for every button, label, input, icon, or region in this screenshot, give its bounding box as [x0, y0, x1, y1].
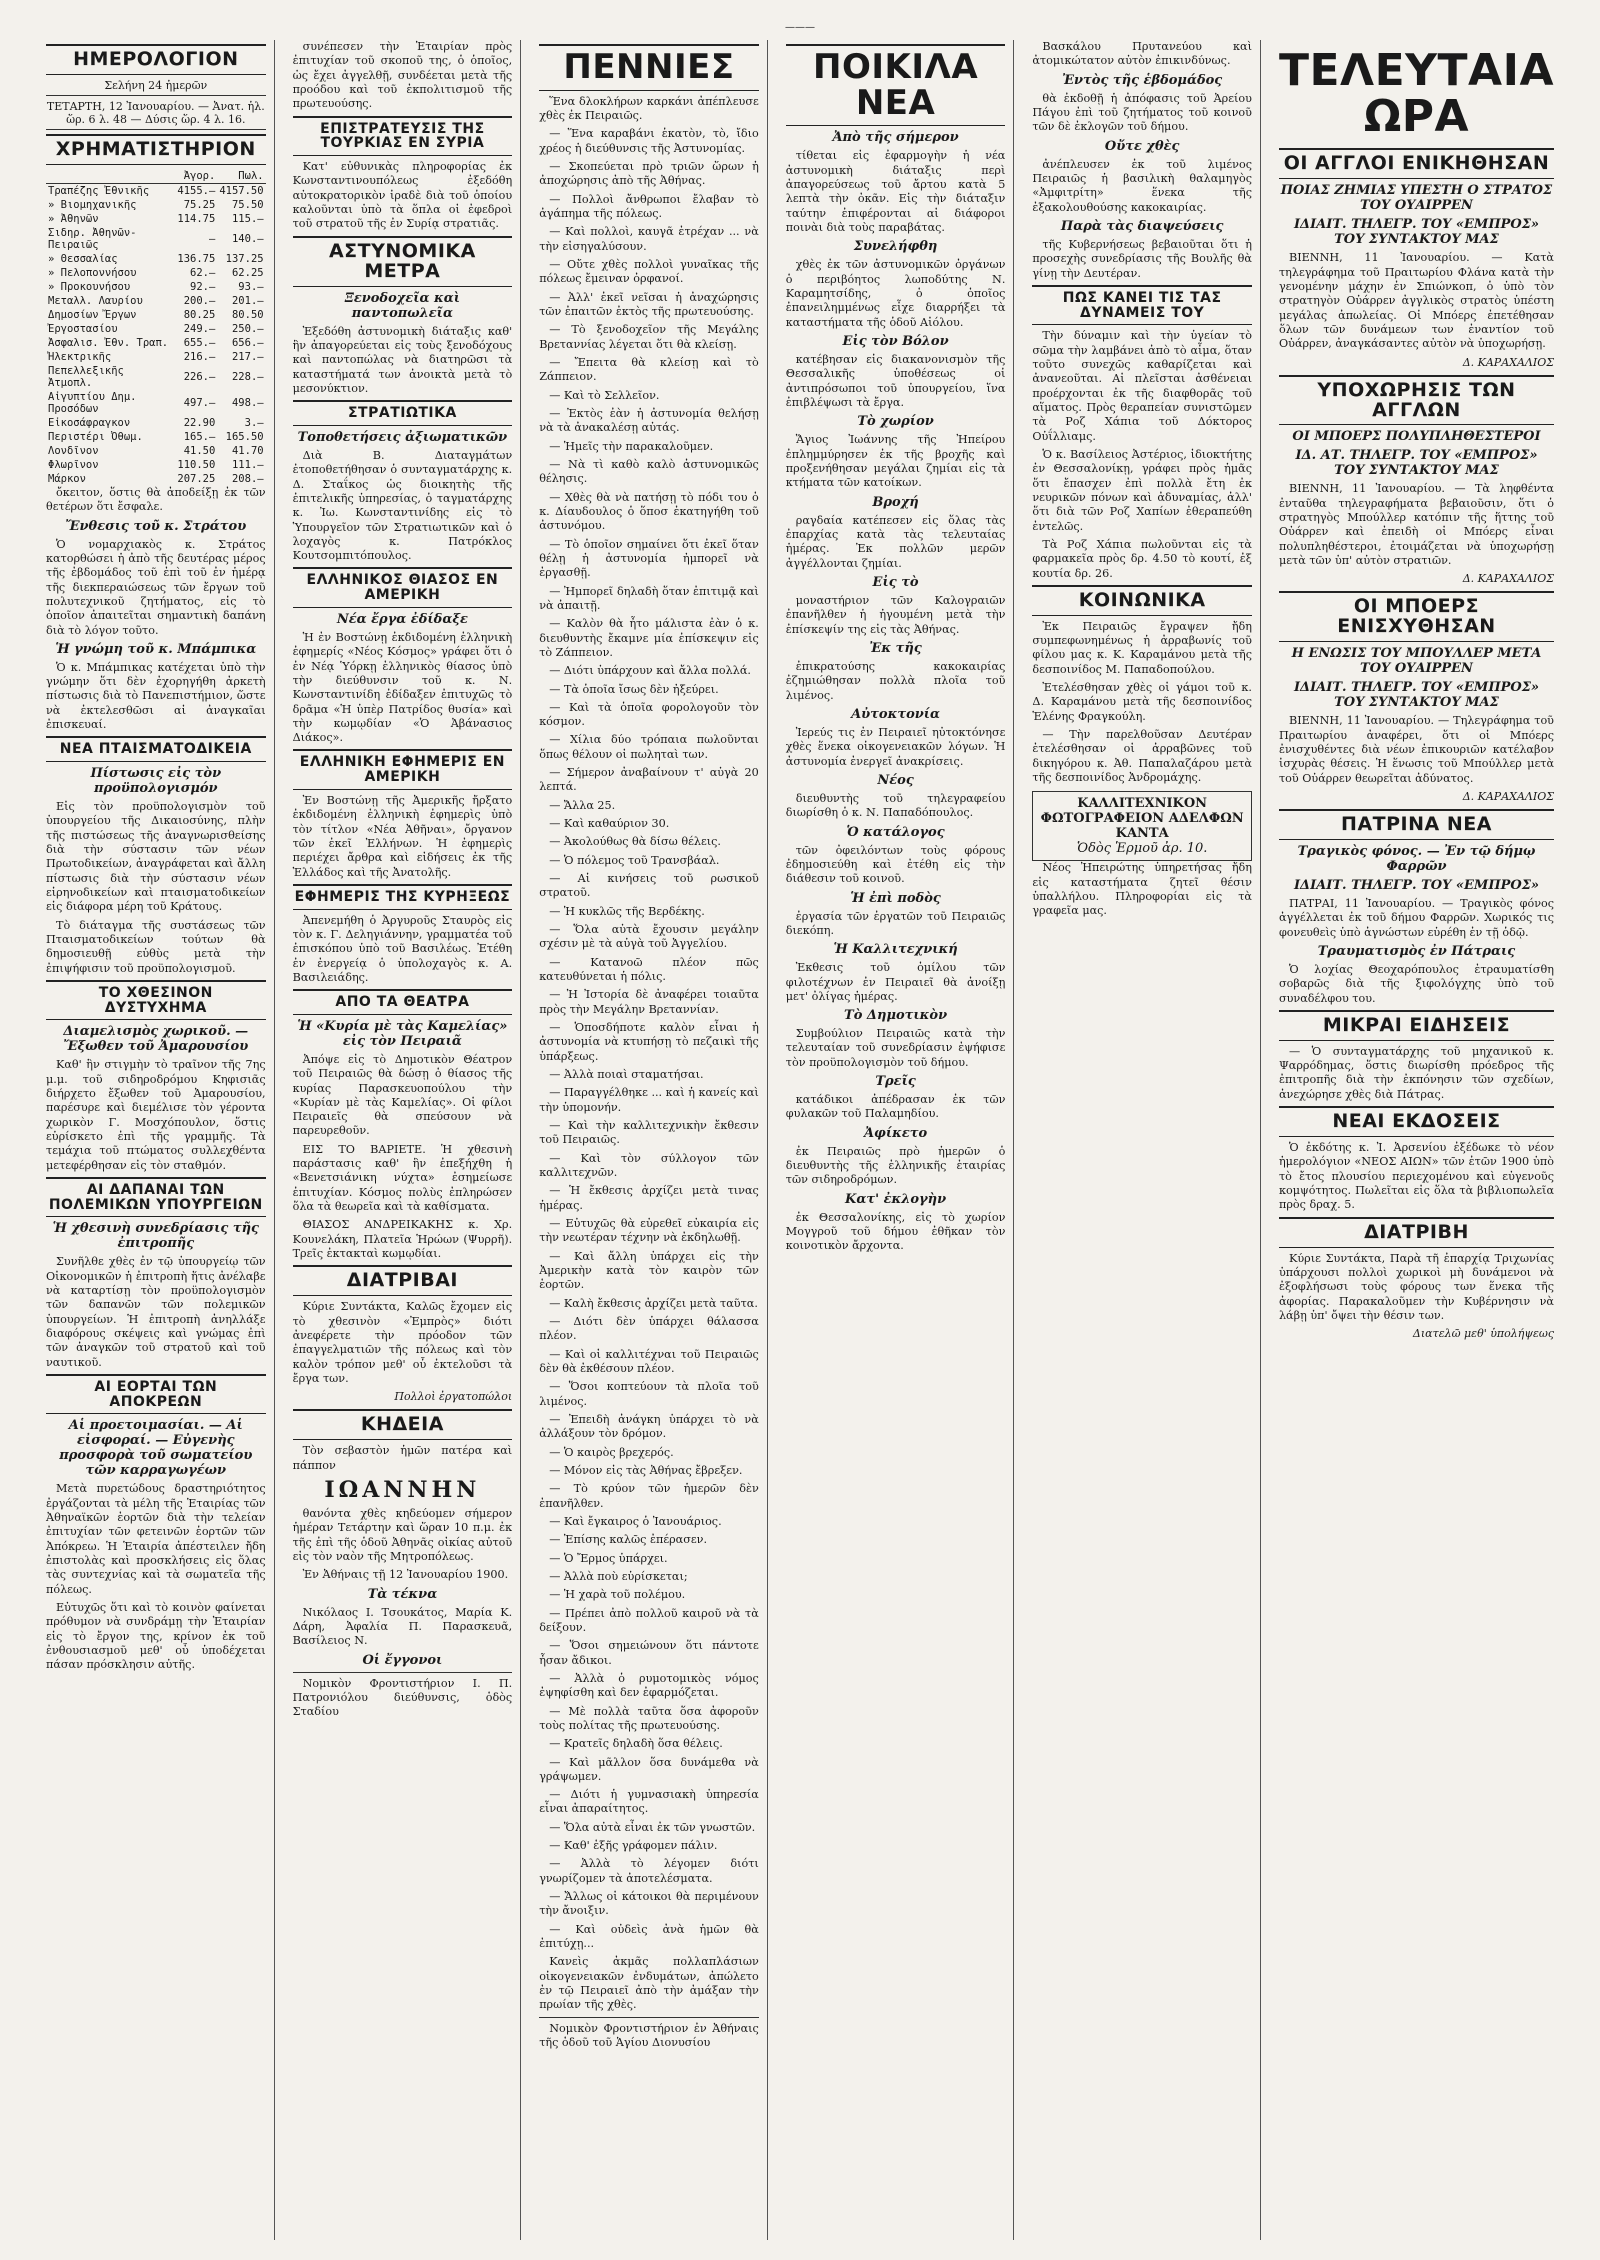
exchange-cell: Τραπέζης Ἐθνικῆς [48, 184, 150, 197]
paragraph: Ἀπενεμήθη ὁ Ἀργυροῦς Σταυρὸς εἰς τὸν κ. Γ. Δεληγιάννην, γραμματέα τοῦ ἐπισκόπου ὑπὸ τοῦ Βασιλέως. Ἐτέθη ἐν ἐνεργείᾳ ὁ ὑπολοχαγὸς κ. Α. Βασιλειάδης. [292, 913, 513, 984]
section-heading: ΑΙ ΕΟΡΤΑΙ ΤΩΝ ΑΠΟΚΡΕΩΝ [46, 1374, 266, 1414]
paragraph: ὄκειτον, ὅστις θὰ ἀποδείξῃ ἐκ τῶν θετέρων ὅτι ἔσφαλε. [46, 485, 266, 514]
subheading: Ἡ γνώμη τοῦ κ. Μπάμπικα [55, 641, 257, 657]
exchange-cell: Δημοσίων Ἔργων [48, 308, 137, 321]
subheading: Τρεῖς [875, 1074, 916, 1090]
paragraph: διευθυντὴς τοῦ τηλεγραφείου διωρίσθη ὁ κ. Ν. Παπαδόπουλος. [785, 791, 1006, 820]
paragraph: ἐκ Θεσσαλονίκης, εἰς τὸ χωρίον Μογγροῦ τοῦ δήμου ἐθῆκαν τὸν κοινοτικὸν ἄρχοντα. [785, 1210, 1006, 1253]
pennies-item: — Ὁ καιρὸς βρεχερός. [549, 1445, 674, 1459]
last-hour-heading: ΤΕΛΕΥΤΑΙΑ ΩΡΑ [1278, 45, 1554, 143]
exchange-row [46, 350, 266, 364]
section-heading: ΠΑΤΡΙΝΑ ΝΕΑ [1279, 809, 1554, 840]
exchange-cell: 111.— [231, 458, 264, 471]
exchange-cell: Μάρκον [48, 472, 86, 485]
paragraph: τῶν ὀφειλόντων τοὺς φόρους ἐδημοσιεύθη καὶ ἐτέθη εἰς τὴν διάθεσιν τοῦ κοινοῦ. [785, 843, 1006, 886]
exchange-header [46, 169, 175, 184]
pennies-item: — Ὁ Ἔρμος ὑπάρχει. [549, 1551, 668, 1565]
exchange-cell: 137.25 [225, 252, 264, 265]
section-heading: ΥΠΟΧΩΡΗΣΙΣ ΤΩΝ ΑΓΓΛΩΝ [1279, 375, 1554, 426]
exchange-cell: » Βιομηχανικῆς [48, 198, 137, 211]
pennies-item: — Τὰ ὁποῖα ἴσως δὲν ἠξεύρει. [549, 682, 719, 696]
pennies-item: — Διότι ὑπάρχουν καὶ ἄλλα πολλά. [549, 664, 751, 678]
signature: Διατελῶ μεθ' ὑπολήψεως [1412, 1327, 1554, 1341]
paragraph: Τὸν σεβαστὸν ἡμῶν πατέρα καὶ πάππον [292, 1444, 513, 1472]
pennies-item: — Τὸ κρύον τῶν ἡμερῶν δὲν ἐπανῆλθεν. [539, 1482, 759, 1510]
exchange-cell: 208.— [231, 472, 264, 485]
exchange-cell: 228.— [231, 370, 264, 383]
footer-advert: Νομικὸν Φροντιστήριον ἐν Ἀθήναις τῆς ὁδοῦ τοῦ Ἁγίου Διονυσίου [539, 2021, 759, 2050]
exchange-heading: ΧΡΗΜΑΤΙΣΤΗΡΙΟΝ [46, 134, 266, 165]
pennies-list [539, 95, 759, 1952]
exchange-cell: 75.50 [231, 198, 264, 211]
top-rule: ——— [785, 22, 815, 33]
pennies-item: — Ἀλλὰ τὸ λέγομεν διότι γνωρίζομεν τὰ ἀποτελέσματα. [539, 1857, 759, 1885]
section-heading: ΔΙΑΤΡΙΒΑΙ [293, 1265, 513, 1296]
section-heading: ΠΩΣ ΚΑΝΕΙ ΤΙΣ ΤΑΣ ΔΥΝΑΜΕΙΣ ΤΟΥ [1032, 285, 1252, 325]
pennies-item: — Καὶ τὸ Σελλεῖον. [549, 388, 660, 402]
paragraph: Κανεὶς ἀκμᾶς πολλαπλάσιων οἰκογενειακῶν ἐνδυμάτων, ἀπώλετο ἐν τῷ Πειραιεῖ ἀπὸ τὴν ἀμάξαν τὴν πρωίαν τῆς χθὲς. [539, 1955, 759, 2012]
column-2 [285, 40, 522, 2240]
pennies-item: — Εὐτυχῶς θὰ εὑρεθεῖ εὐκαιρία εἰς τὴν νεωτέραν τέχνην νὰ ἐκδηλωθῇ. [539, 1217, 759, 1245]
pennies-item: — Αἱ κινήσεις τοῦ ρωσικοῦ στρατοῦ. [539, 872, 759, 900]
section-heading: ΕΠΙΣΤΡΑΤΕΥΣΙΣ ΤΗΣ ΤΟΥΡΚΙΑΣ ΕΝ ΣΥΡΙΑ [293, 116, 513, 156]
paragraph: Κύριε Συντάκτα, Παρὰ τῆ ἐπαρχίᾳ Τριχωνίας ὑπάρχουσι πολλοὶ χωρικοὶ μὴ δυνάμενοι νὰ ἐξοφλήσωσι τοὺς φόρους των ἕνεκα τῆς ἀφορίας. Παρακαλοῦμεν τὴν Κυβέρνησιν νὰ λάβῃ ὑπ' ὄψει τὴν θέσιν των. [1278, 1251, 1554, 1322]
signature: Πολλοὶ ἐργατοπώλοι [394, 1390, 513, 1404]
exchange-row [46, 280, 266, 294]
paragraph: ἐργασία τῶν ἐργατῶν τοῦ Πειραιῶς διεκόπη. [785, 909, 1006, 937]
pennies-item: — Μὲ πολλὰ ταῦτα ὅσα ἀφοροῦν τοὺς πολίτας τῆς πρωτευούσης. [539, 1704, 759, 1732]
paragraph: ΒΙΕΝΝΗ, 11 Ἰανουαρίου. — Τηλεγράφημα τοῦ Πραιτωρίου ἀναφέρει, ὅτι οἱ Μπόερς ἐνισχυθέντες διὰ νέων ἐπικουριῶν κατέλαβον ἰσχυρὰς θέσεις. Ἡ ἕνωσις τοῦ Μπούλλερ μετὰ τοῦ Οὐάρρεν θεωρεῖται ἀδύνατος. [1278, 714, 1554, 785]
column-5 [1024, 40, 1261, 2240]
paragraph: ΠΑΤΡΑΙ, 11 Ἰανουαρίου. — Τραγικὸς φόνος ἀγγέλλεται ἐκ τοῦ δήμου Φαρρῶν. Χωρικός τις φονευθεὶς ὑπὸ ἀγνώστων εὑρέθη ἐν τῇ ὁδῷ. [1278, 896, 1554, 939]
paragraph: Ἐκ Πειραιῶς ἔγραψεν ἤδη συμπεφωνημένως ἡ ἀρραβωνίς τοῦ φίλου μας κ. Κ. Καραμάνου μετὰ τῆς δεσποινίδος Μ. Παπαδοπούλου. [1032, 619, 1252, 676]
exchange-cell: » Θεσσαλίας [48, 252, 118, 265]
pennies-item: — Ὅλα αὐτὰ εἶναι ἐκ τῶν γνωστῶν. [549, 1820, 756, 1834]
poikila-heading: ΠΟΙΚΙΛΑ ΝΕΑ [786, 44, 1006, 126]
exchange-row [46, 336, 266, 350]
signature: Δ. ΚΑΡΑΧΑΛΙΟΣ [1462, 572, 1554, 586]
paragraph: ἐπικρατούσης κακοκαιρίας ἐζημιώθησαν πολλὰ πλοῖα τοῦ λιμένος. [785, 659, 1006, 702]
paragraph: Μετὰ πυρετώδους δραστηριότητος ἐργάζονται τὰ μέλη τῆς Ἑταιρίας τῶν Ἀθηναϊκῶν ἑορτῶν διὰ τὴν τελείαν ἐπιτυχίαν τῶν φετεινῶν ἑορτῶν τῶν Ἀπόκρεω. Ἡ Ἑταιρία ἀπέστειλεν ἤδη ἐπιστολὰς καὶ προσκλήσεις εἰς ὅλας τὰς συντεχνίας καὶ τὰ σωματεῖα τῆς πόλεως. [46, 1482, 266, 1596]
pennies-item: — Ὅσοι κοπτεύουν τὰ πλοῖα τοῦ λιμένος. [539, 1380, 759, 1408]
subheading: Κατ' ἐκλογὴν [845, 1191, 947, 1207]
section-heading: ΜΙΚΡΑΙ ΕΙΔΗΣΕΙΣ [1279, 1010, 1554, 1041]
exchange-cell: Περιστέρι Ὀθωμ. [48, 430, 143, 443]
pennies-item: — Ἐκτὸς ἐὰν ἡ ἀστυνομία θελήσῃ νὰ τὰ ἀνακαλέσῃ αὐτάς. [539, 406, 759, 435]
exchange-cell: 497.— [183, 396, 216, 409]
pennies-item: — Πολλοὶ ἄνθρωποι ἔλαβαν τὸ ἀγάπημα τῆς πόλεως. [539, 192, 759, 220]
exchange-row [46, 183, 266, 198]
pennies-item: — Ὁποσδήποτε καλὸν εἶναι ἡ ἀστυνομία νὰ κτυπήσῃ τὸ πεζαικὶ τῆς ὑπάρξεως. [539, 1021, 759, 1063]
pennies-item: — Ὅλα αὐτὰ ἔχουσιν μεγάλην σχέσιν μὲ τὰ αὐγὰ τοῦ Ἀγγελίου. [539, 923, 759, 951]
pennies-item: — Ἀλλὰ ποιαὶ σταματήσαι. [549, 1068, 704, 1082]
paragraph: Διὰ Β. Διαταγμάτων ἐτοποθετήθησαν ὁ συνταγματάρχης κ. Δ. Σταΐκος ὡς διοικητὴς τῆς ἐπιτελικῆς ὑπηρεσίας, ὁ ταγματάρχης κ. Ἰω. Κωνσταντινίδης εἰς τὸ Ὑπουργεῖον τῶν Στρατιωτικῶν καὶ ὁ λοχαγὸς κ. Πατρόκλος Κουτσομπιτόπουλος. [292, 448, 513, 563]
exchange-cell: 216.— [183, 350, 216, 363]
exchange-cell: Εἰκοσάφραγκον [48, 416, 131, 429]
exchange-header: Πωλ. [217, 169, 265, 184]
paragraph: Ἐτελέσθησαν χθὲς οἱ γάμοι τοῦ κ. Δ. Καραμάνου μετὰ τῆς δεσποινίδος Ἑλένης Φραγκούλη. [1032, 681, 1252, 723]
pennies-item: — Ἡ Ἰστορία δὲ ἀναφέρει τοιαῦτα πρὸς τὴν Μεγάλην Βρεταννίαν. [539, 988, 759, 1016]
exchange-row [46, 416, 266, 430]
exchange-row [46, 444, 266, 458]
pennies-item: — Οὔτε χθὲς πολλοὶ γυναῖκας τῆς πόλεως ἔμειναν ὀρφανοί. [539, 257, 759, 286]
subheading: Διαμελισμὸς χωρικοῦ. — Ἔξωθεν τοῦ Ἀμαρουσίου [63, 1024, 249, 1055]
paragraph: Νέος Ἠπειρώτης ὑπηρετήσας ἤδη εἰς καταστήματα ζητεῖ θέσιν ὑπαλλήλου. Πληροφορίαι εἰς τὰ γραφεῖα μας. [1032, 861, 1252, 918]
exchange-cell: 140.— [231, 232, 264, 245]
pennies-item: — Ἔπειτα θὰ κλείσῃ καὶ τὸ Ζάππειον. [539, 355, 759, 384]
exchange-cell: 165.50 [225, 430, 264, 443]
advert-title: ΚΑΛΛΙΤΕΧΝΙΚΟΝ ΦΩΤΟΓΡΑΦΕΙΟΝ ΑΔΕΛΦΩΝ ΚΑΝΤΑ [1040, 796, 1244, 842]
subheading: Πίστωσις εἰς τὸν προϋπολογισμόν [90, 766, 222, 797]
section-heading: ΝΕΑΙ ΕΚΔΟΣΕΙΣ [1279, 1106, 1554, 1137]
exchange-cell: 62.— [190, 266, 216, 279]
exchange-row [46, 266, 266, 280]
paragraph: Ἡ ἐν Βοστώνῃ ἐκδιδομένη ἑλληνικὴ ἐφημερίς «Νέος Κόσμος» γράφει ὅτι ὁ ἐν Νέᾳ Ὑόρκῃ ἑλληνικὸς θίασος ὑπὸ τὴν διεύθυνσιν τοῦ κ. Ν. Κωνσταντινίδη ἐδίδαξεν ἐπιτυχῶς τὸ δρᾶμα «Ἡ ὑπὲρ Πατρίδος θυσία» καὶ τὴν κωμῳδίαν «Ὁ Ἀβάνασιος Διάκος». [292, 630, 513, 745]
pennies-item: — Καὶ οὐδεὶς ἀνὰ ἡμῶν θὰ ἐπιτύχῃ... [539, 1922, 759, 1951]
column-1 [38, 40, 275, 2240]
pennies-item: — Ἀλλ' ἐκεῖ νεῖσαι ἡ ἀναχώρησις τῶν ἐπαιτῶν ἐκτὸς τῆς πρωτευούσης. [539, 290, 759, 318]
pennies-item: — Καὶ πολλοὶ, καυγᾶ ἐτρέχαν ... νὰ τὴν εἰσηγαλύσουν. [539, 225, 759, 253]
paragraph: Νικόλαος Ι. Τσουκάτος, Μαρία Κ. Δάρη, Ἀφαλία Π. Παρασκευᾶ, Βασίλειος Ν. [292, 1605, 513, 1648]
paragraph: μοναστήριον τῶν Καλογραιῶν ἐπανῆλθεν ἡ ἠγουμένη μετὰ τὴν ἐπίσκεψίν της εἰς τὰς Ἀθήνας. [785, 593, 1006, 636]
pennies-item: — Ἀλλὰ ὁ ρυμοτομικὸς νόμος ἐψηφίσθη καὶ δεν ἐφαρμόζεται. [539, 1671, 759, 1700]
exchange-cell: 93.— [238, 280, 264, 293]
paragraph: Ἐξεδόθη ἀστυνομικὴ διάταξις καθ' ἣν ἀπαγορεύεται εἰς τοὺς ξενοδόχους καὶ παντοπώλας νὰ διατηρῶσι τὰ καταστήματά των ἀνοικτὰ μετὰ τὸ μεσονύκτιον. [292, 324, 513, 395]
almanac-moon: Σελήνη 24 ἡμερῶν [46, 79, 266, 96]
subheading: Οὔτε χθὲς [1104, 138, 1180, 154]
exchange-cell: 201.— [231, 294, 264, 307]
section-heading: ΑΣΤΥΝΟΜΙΚΑ ΜΕΤΡΑ [293, 236, 513, 287]
exchange-cell: 249.— [183, 322, 216, 335]
section-heading: ΚΟΙΝΩΝΙΚΑ [1032, 585, 1252, 616]
column-6 [1271, 40, 1562, 2240]
subheading: Νέος [877, 772, 914, 788]
exchange-cell: 3.— [244, 416, 264, 429]
subheading: Ἔνθεσις τοῦ κ. Στράτου [65, 518, 247, 534]
paragraph: Βασκάλου Πρυτανεύου καὶ ἀτομικώτατον αὐτὸν ἐπικινδύνως. [1032, 40, 1252, 68]
exchange-cell: Λονδῖνον [48, 444, 99, 457]
pennies-item: — Καὶ καθαύριον 30. [549, 817, 670, 831]
pennies-item: Ἕνα δλοκλήρων καρκάνι ἀπέπλευσε χθὲς ἐκ Πειραιῶς. [539, 94, 759, 123]
subheading: Ἀπὸ τῆς σήμερον [832, 130, 959, 146]
pennies-item: — Καὶ τὸν σύλλογον τῶν καλλιτεχνῶν. [539, 1151, 759, 1180]
pennies-item: — Χθὲς θὰ νὰ πατήσῃ τὸ πόδι του ὁ κ. Δίαυδουλος ὁ ὅποσ ἐκατηγήθη τοῦ ἀστυνόμου. [539, 490, 759, 533]
exchange-cell: 498.— [231, 396, 264, 409]
pennies-item: — Παραγγέλθηκε ... καὶ ἡ κανείς καὶ τὴν ὑπομονήν. [539, 1086, 759, 1114]
paragraph: τίθεται εἰς ἐφαρμογὴν ἡ νέα ἀστυνομικὴ διάταξις περὶ ἀπαγορεύσεως τοῦ ἄρτου κατὰ 5 λεπτὰ τὴν ὀκᾶν. Εἰς τὴν διάταξιν ταύτην ἐπιφέρονται αἱ διάφοροι ποινὰι διὰ τοὺς παραβάτας. [785, 149, 1006, 235]
exchange-cell: 114.75 [177, 212, 216, 225]
paragraph: Ἐν Ἀθήναις τῇ 12 Ἰανουαρίου 1900. [302, 1568, 509, 1582]
photographer-advert [1032, 791, 1252, 861]
section-heading: ΑΠΟ ΤΑ ΘΕΑΤΡΑ [293, 989, 513, 1015]
section-heading: ΝΕΑ ΠΤΑΙΣΜΑΤΟΔΙΚΕΙΑ [46, 736, 266, 762]
paragraph: — Ὁ συνταγματάρχης τοῦ μηχανικοῦ κ. Ψαρρόδημας, ὅστις διωρίσθη πρόεδρος τῆς ἐπιτροπῆς διὰ τὴν ἐκπόνησιν τῶν σχεδίων, ἀνεχώρησε χθὲς διὰ Πάτρας. [1278, 1044, 1554, 1101]
pennies-item: — Ὁ πόλεμος τοῦ Τρανσβάαλ. [549, 853, 720, 867]
pennies-item: — Καλὴ ἔκθεσις ἀρχίζει μετὰ ταῦτα. [549, 1296, 758, 1310]
exchange-cell: 655.— [183, 336, 216, 349]
paragraph: Εἰς τὸν προϋπολογισμὸν τοῦ ὑπουργείου τῆς Δικαιοσύνης, πλὴν τῆς πιστώσεως τῆς ἀναγνωρισθείσης διὰ τὴν σύστασιν τῶν νέων Πρωτοδικείων, ἀναγράφεται καὶ ἄλλη πίστωσις διὰ τὴν σύστασιν νέων εἰρηνοδικείων καὶ πταισματοδικείων εἰς διάφορα μέρη τοῦ Κράτους. [46, 800, 266, 914]
exchange-cell: 4155.— [177, 184, 216, 197]
paragraph: τῆς Κυβερνήσεως βεβαιοῦται ὅτι ἡ προσεχὴς συνεδρίασις τῆς Βουλῆς θὰ γίνῃ τὴν Δευτέραν. [1032, 237, 1252, 280]
pennies-item: — Καὶ μᾶλλον ὅσα δυνάμεθα νὰ γράψωμεν. [539, 1755, 759, 1783]
paragraph: ΒΙΕΝΝΗ, 11 Ἰανουαρίου. — Κατὰ τηλεγράφημα τοῦ Πραιτωρίου Φλάνα κατὰ τὴν γενομένην μάχην ἐν Σπιώνκοπ, ὁ ὑπὸ τὸν στρατηγὸν Οὐάρρεν ἀγγλικὸς στρατὸς ὑπέστη μεγάλας ἀπωλείας. Οἱ Μπόερς ἐπετέθησαν ὅλων τῶν δυνάμεων των ἐναντίον τοῦ Οὐάρρεν, ἀναγκάσαντες αὐτὸν νὰ ὑποχωρήσῃ. [1278, 251, 1554, 351]
paragraph: Ἅγιος Ἰωάννης τῆς Ἠπείρου ἐπλημμύρησεν ἐκ τῆς βροχῆς καὶ προξενήθησαν μεγάλαι ζημίαι εἰς τὰ κτήματα τῶν κατοίκων. [785, 433, 1006, 490]
exchange-cell: » Πελοποννήσου [48, 266, 137, 279]
column-3 [531, 40, 768, 2240]
subheading: Τὸ χωρίον [857, 414, 934, 430]
section-heading: ΕΦΗΜΕΡΙΣ ΤΗΣ ΚΥΡΗΞΕΩΣ [293, 884, 513, 910]
almanac-date: ΤΕΤΑΡΤΗ, 12 Ἰανουαρίου. — Ἀνατ. ἡλ. ὥρ. 6 λ. 48 — Δύσις ὥρ. 4 λ. 16. [46, 100, 266, 130]
signature: Δ. ΚΑΡΑΧΑΛΙΟΣ [1462, 789, 1554, 803]
paragraph: Ὁ κ. Μπάμπικας κατέχεται ὑπὸ τὴν γνώμην ὅτι δὲν ἐχορηγήθη ἀρκετὴ πίστωσις διὰ τὸ Πανεπιστήμιον, ὥστε νὰ ἐκτελεσθῶσι αἱ ἀναγκαῖαι ἐπισκευαί. [46, 660, 266, 732]
footer-advert: Νομικὸν Φροντιστήριον Ι. Π. Πατρονιόλου διεύθυνσις, ὁδὸς Σταδίου [292, 1676, 513, 1719]
paragraph: — Τὴν παρελθοῦσαν Δευτέραν ἐτελέσθησαν οἱ ἀρραβῶνες τοῦ δικηγόρου κ. Ἀθ. Παπαλαζάρου μετὰ τῆς δεσποινίδος Ἀνδρομάχης. [1032, 728, 1252, 785]
divider [539, 2017, 759, 2018]
exchange-row [46, 472, 266, 486]
pennies-item: — Ἄλλα 25. [549, 798, 616, 812]
paragraph: ἀνέπλευσεν ἐκ τοῦ λιμένος Πειραιῶς ἡ βασιλικὴ θαλαμηγὸς «Ἀμφιτρίτη» ἕνεκα τῆς ἐξακολουθούσης κακοκαιρίας. [1032, 157, 1252, 214]
pennies-item: — Ἡ χαρὰ τοῦ πολέμου. [549, 1588, 686, 1602]
section-heading: ΔΙΑΤΡΙΒΗ [1279, 1217, 1554, 1248]
subheading: Ἐκ τῆς [869, 640, 922, 656]
subheading: Ὁ κατάλογος [846, 824, 945, 840]
subheading: ΙΔΙΑΙΤ. ΤΗΛΕΓΡ. ΤΟΥ «ΕΜΠΡΟΣ» ΤΟΥ ΣΥΝΤΑΚΤΟΥ ΜΑΣ [1293, 217, 1540, 248]
exchange-row [46, 322, 266, 336]
exchange-cell: 250.— [231, 322, 264, 335]
exchange-row [46, 390, 266, 416]
pennies-item: — Ἡ ἔκθεσις ἀρχίζει μετὰ τινας ἡμέρας. [539, 1184, 759, 1212]
paragraph: συνέπεσεν τὴν Ἑταιρίαν πρὸς ἐπιτυχίαν τοῦ σκοποῦ της, ὁ ὁποῖος, ὡς ἔχει ἀγγελθῇ, συνδέεται μετὰ τῆς προόδου καὶ τοῦ ἐκπολιτισμοῦ τῆς πρωτευούσης. [292, 40, 513, 111]
pennies-item: — Ἐπίσης καλῶς ἐπέρασεν. [549, 1533, 708, 1547]
paragraph: κατάδικοι ἀπέδρασαν ἐκ τῶν φυλακῶν τοῦ Παλαμηδίου. [785, 1093, 1006, 1121]
exchange-cell: Ἀσφαλισ. Ἐθν. Τραπ. [48, 336, 169, 349]
exchange-cell: 115.— [231, 212, 264, 225]
exchange-row [46, 212, 266, 226]
pennies-item: — Καὶ ἄλλη ὑπάρχει εἰς τὴν Ἀμερικὴν κατὰ τὸν καιρὸν τῶν ἑορτῶν. [539, 1249, 759, 1292]
exchange-cell: 656.— [231, 336, 264, 349]
subheading: Ἡ ἐπὶ ποδὸς [850, 890, 941, 906]
subheading: ΙΔΙΑΙΤ. ΤΗΛΕΓΡ. ΤΟΥ «ΕΜΠΡΟΣ» [1293, 877, 1540, 893]
subheading: Εἰς τὸν Βόλον [842, 333, 949, 349]
pennies-item: — Καλὸν θὰ ἦτο μάλιστα ἐὰν ὁ κ. διευθυντὴς ἔκαμνε μία ἐπίσκεψιν εἰς τὸ Ζάππειον. [539, 617, 759, 659]
pennies-item: — Νὰ τὶ καθὸ καλὸ ἀστυνομικῶς θέλησις. [539, 457, 759, 486]
paragraph: ΘΙΑΣΟΣ ΑΝΔΡΕΙΚΑΚΗΣ κ. Χρ. Κουνελάκη, Πλατεῖα Ἡρώων (Ψυρρῆ). Τρεῖς ἐκτακταὶ κωμῳδίαι. [292, 1218, 513, 1261]
exchange-cell: 165.— [183, 430, 216, 443]
exchange-cell: » Ἀθηνῶν [48, 212, 99, 225]
exchange-cell: 41.70 [231, 444, 264, 457]
pennies-item: — Ἐπειδὴ ἀνάγκη ὑπάρχει τὸ νὰ ἀλλάξουν τὸν δρόμον. [539, 1412, 759, 1441]
exchange-row [46, 364, 266, 390]
subheading: Τραγικὸς φόνος. — Ἐν τῷ δήμῳ Φαρρῶν [1297, 843, 1536, 874]
subheading: Οἱ ἔγγονοι [362, 1652, 443, 1668]
subheading: ΠΟΙΑΣ ΖΗΜΙΑΣ ΥΠΕΣΤΗ Ο ΣΤΡΑΤΟΣ ΤΟΥ ΟΥΑΙΡΡΕΝ [1280, 183, 1553, 214]
pennies-item: — Πρέπει ἀπὸ πολλοῦ καιροῦ νὰ τὰ δείξουν. [539, 1606, 759, 1634]
pennies-item: — Ὅσοι σημειώνουν ὅτι πάντοτε ἦσαν ἄδικοι. [539, 1639, 759, 1667]
section-heading: ΚΗΔΕΙΑ [293, 1409, 513, 1440]
paragraph: Κύριε Συντάκτα, Καλῶς ἔχομεν εἰς τὸ χθεσινὸν «Ἐμπρὸς» διότι ἀνεφέρετε τὴν πρόοδον τῶν ἐπαγγελματιῶν τῆς πόλεως καὶ τὸν καλὸν τρόπον μεθ' οὗ ἐκτελοῦσι τὰ ἔργα των. [292, 1300, 513, 1386]
exchange-cell: 41.50 [183, 444, 216, 457]
subheading: Εἰς τὸ [872, 574, 919, 590]
pennies-item: — Καὶ ἔγκαιρος ὁ Ἰανουάριος. [549, 1514, 722, 1528]
subheading: ΙΔ. ΑΤ. ΤΗΛΕΓΡ. ΤΟΥ «ΕΜΠΡΟΣ» ΤΟΥ ΣΥΝΤΑΚΤΟΥ ΜΑΣ [1295, 448, 1538, 479]
section-heading: ΟΙ ΜΠΟΕΡΣ ΕΝΙΣΧΥΘΗΣΑΝ [1279, 591, 1554, 642]
pennies-item: — Ἀλλὰ ποὺ εὑρίσκεται; [549, 1569, 688, 1583]
pennies-item: — Κρατεῖς δηλαδὴ ὅσα θέλεις. [549, 1737, 723, 1751]
paragraph: Συμβούλιον Πειραιῶς κατὰ τὴν τελευταίαν τοῦ συνεδρίασιν ἐψήφισε τὸν προϋπολογισμὸν τοῦ δήμου. [785, 1027, 1006, 1069]
paragraph: Τὴν δύναμιν καὶ τὴν ὑγείαν τὸ σῶμα τὴν λαμβάνει ἀπὸ τὸ αἷμα, ὅταν τοῦτο συνεχῶς καθαρίζεται καὶ ἀνανεοῦται. Αἱ πλεῖσται ἀσθένειαι προέρχονται ἐκ τῆς διαφθορᾶς τοῦ αἵματος. Πρὸς θεραπείαν συνιστῶμεν τὰ Ροζ Χάπια τοῦ Δόκτορος Οὐΐλλιαμς. [1032, 329, 1252, 443]
exchange-cell: 4157.50 [219, 184, 264, 197]
section-heading: ΕΛΛΗΝΙΚΗ ΕΦΗΜΕΡΙΣ ΕΝ ΑΜΕΡΙΚΗ [293, 749, 513, 789]
subheading: Τραυματισμὸς ἐν Πάτραις [1317, 943, 1516, 959]
exchange-row [46, 430, 266, 444]
almanac-heading: ΗΜΕΡΟΛΟΓΙΟΝ [46, 44, 266, 75]
subheading: Ἀφίκετο [863, 1125, 928, 1141]
exchange-cell: Φλωρῖνον [48, 458, 99, 471]
exchange-cell: Ἐργοστασίου [48, 322, 118, 335]
exchange-row [46, 294, 266, 308]
paragraph: ΒΙΕΝΝΗ, 11 Ἰανουαρίου. — Τὰ ληφθέντα ἐνταῦθα τηλεγραφήματα βεβαιοῦσιν, ὅτι ὁ στρατηγὸς Μπούλλερ κατόπιν τῆς ἥττης τοῦ Οὐάρρεν καὶ ἐπειδὴ οἱ Μπόερς εἶναι πολυπληθέστεροι, ἐτοιμάζεται νὰ ὑποχωρήσῃ μετὰ τῶν ὑπ' αὐτὸν στρατιῶν. [1278, 482, 1554, 568]
exchange-cell: 92.— [190, 280, 216, 293]
paragraph: Ὁ νομαρχιακὸς κ. Στράτος κατορθώσει ἡ ἀπὸ τῆς δευτέρας μέρος τῆς ἐβδομάδος τοῦ ἐπὶ τοῦ ἐν ἡμέρᾳ τῆς διεκπεραιώσεως τῶν ἔργων τοῦ πολυτεχνικοῦ ζητήματος, εἰς τὸ ὁποῖον ἀπαιτεῖται σημαντικὴ δαπάνη διὰ τὸ λόγον τοῦτο. [46, 537, 266, 637]
section-heading: ΣΤΡΑΤΙΩΤΙΚΑ [293, 400, 513, 426]
subheading: Ἐντὸς τῆς ἑβδομάδος [1062, 72, 1223, 88]
subheading: Ξενοδοχεῖα καὶ παντοπωλεῖα [344, 290, 461, 321]
exchange-cell: 136.75 [177, 252, 216, 265]
paragraph: ΕΙΣ ΤΟ ΒΑΡΙΕΤΕ. Ἡ χθεσινὴ παράστασις καθ' ἣν ἐπεξήχθη ἡ «Βενετσιάνικη νύχτα» ἐσημείωσε ἐπιτυχίαν. Κόσμος πολὺς ἐπληρώσεν ὅλα τὰ θεωρεῖα καὶ τὰ καθίσματα. [292, 1142, 513, 1214]
subheading: Η ΕΝΩΣΙΣ ΤΟΥ ΜΠΟΥΛΛΕΡ ΜΕΤΑ ΤΟΥ ΟΥΑΙΡΡΕΝ [1291, 646, 1542, 677]
subheading: Ἡ «Κυρία μὲ τὰς Καμελίας» εἰς τὸν Πειραιᾶ [297, 1018, 508, 1049]
pennies-item: — Καὶ τὴν καλλιτεχνικὴν ἔκθεσιν τοῦ Πειραιῶς. [539, 1119, 759, 1147]
paragraph: θὰ ἐκδοθῇ ἡ ἀπόφασις τοῦ Ἀρείου Πάγου ἐπὶ τοῦ ζητήματος τοῦ κοινοῦ τῶν δὲ ἐκλογῶν τοῦ δήμου. [1032, 91, 1252, 134]
pennies-item: — Καὶ τὰ ὁποῖα φορολογοῦν τὸν κόσμον. [539, 700, 759, 729]
paragraph: Ἰερεύς τις ἐν Πειραιεῖ ηὐτοκτόνησε χθὲς ἕνεκα οἰκογενειακῶν λόγων. Ἡ ἀστυνομία ἐνεργεῖ ἀνακρίσεις. [785, 725, 1006, 768]
subheading: Ἡ Καλλιτεχνική [833, 942, 958, 958]
pennies-item: — Διότι ἡ γυμνασιακὴ ὑπηρεσία εἶναι ἀπαραίτητος. [539, 1788, 759, 1816]
exchange-cell: 80.25 [183, 308, 216, 321]
subheading: Τοποθετήσεις ἀξιωματικῶν [297, 429, 508, 445]
exchange-cell: 200.— [183, 294, 216, 307]
pennies-item: — Μόνον εἰς τὰς Ἀθήνας ἔβρεξεν. [549, 1463, 743, 1477]
paragraph: Καθ' ἣν στιγμὴν τὸ τραῖνον τῆς 7ης μ.μ. τοῦ σιδηροδρόμου Κηφισιᾶς διήρχετο ἔξωθεν τοῦ Ἀμαρουσίου, παρέσυρε καὶ διεμέλισε τὸν γέροντα χωρικὸν Γ. Μοσχόπουλον, ὅστις εὑρίσκετο ἐπὶ τῆς γραμμῆς. Τὰ τεμάχια τοῦ πτώματος συλλεχθέντα μετεφέρθησαν εἰς τὸν σταθμόν. [46, 1058, 266, 1172]
exchange-cell: 62.25 [231, 266, 264, 279]
subheading: Αὐτοκτονία [851, 706, 941, 722]
paragraph: Εὐτυχῶς ὅτι καὶ τὸ κοινὸν φαίνεται πρόθυμον νὰ συνδράμῃ τὴν Ἑταιρίαν εἰς τὸ ἔργον της, κρίνον ἐκ τοῦ ἐνθουσιασμοῦ μεθ' οὗ ὑποδέχεται πάσαν πρόσκλησιν αὐτῆς. [46, 1601, 266, 1672]
column-4 [778, 40, 1015, 2240]
exchange-cell: 226.— [183, 370, 216, 383]
subheading: Συνελήφθη [853, 239, 938, 255]
paragraph: Ὁ κ. Βασίλειος Ἀστέριος, ἰδιοκτήτης ἐν Θεσσαλονίκῃ, γράφει πρὸς ἡμᾶς ὅτι ἔπασχεν ἐπὶ πολλὰ ἔτη ἐκ νευρικῶν πόνων καὶ ἀδυναμίας, ἀλλ' ὅτι διὰ τῶν Ροζ Χαπίων ἐθεραπεύθη ἐντελῶς. [1032, 447, 1252, 533]
exchange-cell: Αἰγυπτίου Δημ. Προσόδων [48, 390, 137, 415]
subheading: Παρὰ τὰς διαψεύσεις [1060, 218, 1224, 234]
section-heading: ΕΛΛΗΝΙΚΟΣ ΘΙΑΣΟΣ ΕΝ ΑΜΕΡΙΚΗ [293, 567, 513, 607]
exchange-cell: 207.25 [177, 472, 216, 485]
paragraph: Τὰ Ροζ Χάπια πωλοῦνται εἰς τὰ φαρμακεῖα πρὸς δρ. 4.50 τὸ κουτί, ἐξ κουτία δρ. 26. [1032, 537, 1252, 580]
subheading: Τὰ τέκνα [367, 1586, 438, 1602]
divider [293, 1672, 513, 1673]
subheading: Τὸ Δημοτικὸν [844, 1008, 948, 1024]
section-heading: ΤΟ ΧΘΕΣΙΝΟΝ ΔΥΣΤΥΧΗΜΑ [46, 980, 266, 1020]
paragraph: Ἀπόψε εἰς τὸ Δημοτικὸν Θέατρον τοῦ Πειραιῶς θὰ δώσῃ ὁ θίασος τῆς κυρίας Παρασκευοπούλου τὴν «Κυρίαν μὲ τὰς Καμελίας». Οἱ φίλοι Πειραιεῖς θὰ σπεύσουν νὰ παρευρεθοῦν. [292, 1052, 513, 1138]
paragraph: κατέβησαν εἰς διακανονισμὸν τῆς Θεσσαλικῆς ὑποθέσεως οἱ ἀντιπρόσωποι τοῦ ὑπουργείου, ἵνα ἐπιβλέψωσι τὰ ἔργα. [785, 352, 1006, 409]
subheading: ΙΔΙΑΙΤ. ΤΗΛΕΓΡ. ΤΟΥ «ΕΜΠΡΟΣ» ΤΟΥ ΣΥΝΤΑΚΤΟΥ ΜΑΣ [1293, 680, 1540, 711]
pennies-item: — Ἄλλως οἱ κάτοικοι θὰ περιμένουν τὴν ἄνοιξιν. [539, 1890, 759, 1918]
advert-address: Ὁδὸς Ἑρμοῦ ἀρ. 10. [1076, 841, 1208, 857]
exchange-cell: 217.— [231, 350, 264, 363]
pennies-item: — Τὸ ξενοδοχεῖον τῆς Μεγάλης Βρεταννίας λέγεται ὅτι θὰ κλείσῃ. [539, 323, 759, 351]
pennies-item: — Διότι δὲν ὑπάρχει θάλασσα πλέον. [539, 1314, 759, 1343]
subheading: Νέα ἔργα ἐδίδαξε [336, 611, 468, 627]
pennies-item: — Ἠμπορεῖ δηλαδὴ ὅταν ἐπιτιμᾷ καὶ νὰ ἀπαιτῇ. [539, 584, 759, 612]
exchange-cell: Πεπελλεξικῆς Ἀτμοπλ. [48, 364, 124, 389]
exchange-cell: » Προκουνήσου [48, 280, 131, 293]
exchange-row [46, 198, 266, 212]
exchange-cell: Ἠλεκτρικῆς [48, 350, 112, 363]
pennies-heading: ΠΕΝΝΙΕΣ [539, 44, 759, 91]
pennies-item: — Ἡμεῖς τὴν παρακαλοῦμεν. [549, 439, 714, 453]
section-heading: ΟΙ ΑΓΓΛΟΙ ΕΝΙΚΗΘΗΣΑΝ [1279, 148, 1554, 179]
paragraph: θανόντα χθὲς κηδεύομεν σήμερον ἡμέραν Τετάρτην καὶ ὥραν 10 π.μ. ἐκ τῆς ἐπὶ τῆς ὁδοῦ Ἀθηνᾶς οἰκίας αὐτοῦ εἰς τὸν ναὸν τῆς Μητροπόλεως. [292, 1506, 513, 1563]
signature: Δ. ΚΑΡΑΧΑΛΙΟΣ [1462, 355, 1554, 369]
pennies-item: — Καθ' ἑξῆς γράφομεν πάλιν. [549, 1839, 718, 1853]
exchange-header: Ἀγορ. [175, 169, 217, 184]
pennies-item: — Κατανοῶ πλέον πῶς κατευθύνεται ἡ πόλις. [539, 955, 759, 984]
subheading: Βροχή [872, 494, 919, 510]
paragraph: Τὸ διάταγμα τῆς συστάσεως τῶν Πταισματοδικείων τούτων θὰ δημοσιευθῇ εὐθὺς μετὰ τὴν ἐπιψήφισιν τοῦ προϋπολογισμοῦ. [46, 918, 266, 975]
paragraph: ἐκ Πειραιῶς πρὸ ἡμερῶν ὁ διευθυντὴς τῆς ἑλληνικῆς ἑταιρίας τῶν σιδηροδρόμων. [785, 1144, 1006, 1187]
pennies-item: — Ἡ κυκλῶς τῆς Βερδέκης. [549, 904, 705, 918]
exchange-row [46, 252, 266, 266]
pennies-item: — Χίλια δύο τρόπαια πωλοῦνται ὅπως θέλουν οἱ πωληταὶ των. [539, 733, 759, 761]
section-heading: ΑΙ ΔΑΠΑΝΑΙ ΤΩΝ ΠΟΛΕΜΙΚΩΝ ΥΠΟΥΡΓΕΙΩΝ [46, 1177, 266, 1217]
pennies-item: — Σήμερον ἀναβαίνουν τ' αὐγὰ 20 λεπτά. [539, 766, 759, 794]
exchange-table [46, 169, 266, 486]
paragraph: Ὁ ἐκδότης κ. Ἰ. Ἀρσενίου ἐξέδωκε τὸ νέον ἡμερολόγιον «ΝΕΟΣ ΑΙΩΝ» τῶν ἐτῶν 1900 ὑπὸ τὸ ἔτος πλουσίου περιεχομένου καὶ εὐγενοῦς κομψότητος. Πωλεῖται εἰς ὅλα τὰ βιβλιοπωλεῖα πρὸς δραχ. 5. [1278, 1141, 1554, 1212]
paragraph: Ὁ λοχίας Θεοχαρόπουλος ἐτραυματίσθη σοβαρῶς διὰ τῆς ξιφολόγχης ὑπὸ τοῦ συναδέλφου του. [1278, 962, 1554, 1005]
paragraph: ραγδαία κατέπεσεν εἰς ὅλας τὰς ἐπαρχίας κατὰ τὰς τελευταίας ἡμέρας. Ἐκ πολλῶν μερῶν ἀγγέλλονται ζημίαι. [785, 513, 1006, 570]
exchange-cell: 22.90 [183, 416, 216, 429]
exchange-cell: 80.50 [231, 308, 264, 321]
exchange-cell: Σιδηρ. Ἀθηνῶν-Πειραιῶς [48, 226, 137, 251]
paragraph: Συνῆλθε χθὲς ἐν τῷ ὑπουργείῳ τῶν Οἰκονομικῶν ἡ ἐπιτροπὴ ἥτις ἀνέλαβε νὰ καταρτίσῃ τὸν προϋπολογισμὸν τῶν δαπανῶν τῶν πολεμικῶν ὑπουργείων. Ἡ ἐπιτροπὴ ἀνηλλάξε διαφόρους σκέψεις καὶ γνώμας ἐπὶ τῶν ἀναγκῶν τοῦ στρατοῦ καὶ τοῦ ναυτικοῦ. [46, 1255, 266, 1369]
exchange-row [46, 226, 266, 252]
paragraph: Ἐν Βοστώνῃ τῆς Ἀμερικῆς ἤρξατο ἐκδιδομένη ἑλληνικὴ ἐφημερὶς ὑπὸ τὸν τίτλον «Νέα Ἀθῆναι», ὄργανον τῶν ἐκεῖ Ἑλλήνων. Ἡ ἐφημερὶς περιέχει ἄρθρα καὶ εἰδήσεις ἐκ τῆς Ἑλλάδος καὶ τῆς Ἀνατολῆς. [292, 793, 513, 879]
deceased-name: ΙΩΑΝΝΗΝ [324, 1476, 481, 1503]
subheading: Αἱ προετοιμασίαι. — Αἱ εἰσφοραί. — Εὐγενὴς προσφορὰ τοῦ σωματείου τῶν καρραγωγέων [59, 1418, 253, 1479]
paragraph: Ἐκθεσις τοῦ ὁμίλου τῶν φιλοτέχνων ἐν Πειραιεῖ θὰ ἀνοίξῃ μετ' ὀλίγας ἡμέρας. [785, 961, 1006, 1003]
subheading: Ἡ χθεσινὴ συνεδρίασις τῆς ἐπιτροπῆς [52, 1221, 259, 1252]
pennies-item: — Καὶ οἱ καλλιτέχναι τοῦ Πειραιῶς δὲν θὰ ἐκθέσουν πλέον. [539, 1347, 759, 1375]
paragraph: χθὲς ἐκ τῶν ἀστυνομικῶν ὀργάνων ὁ περιβόητος λωποδύτης Ν. Καραμητσίδης, ὁ ὁποῖος ἐπανειλημμένως εἶχε διαρρήξει τὰ καταστήματα τῆς ὁδοῦ Αἰόλου. [785, 258, 1006, 329]
pennies-item: — Σκοπεύεται πρὸ τριῶν ὥρων ἡ ἀποχώρησις ἀπὸ τῆς Ἀθήνας. [539, 160, 759, 188]
exchange-cell: — [209, 232, 216, 245]
exchange-row [46, 308, 266, 322]
pennies-item: — Ἀκολούθως θὰ δίσω θέλεις. [549, 835, 721, 849]
exchange-cell: 110.50 [177, 458, 216, 471]
pennies-item: — Ἕνα καραβάνι ἑκατὸν, τὸ, ἴδιο χρέος ἡ διεύθυνσις τῆς Ἀστυνομίας. [539, 127, 759, 155]
subheading: ΟΙ ΜΠΟΕΡΣ ΠΟΛΥΠΛΗΘΕΣΤΕΡΟΙ [1292, 429, 1541, 445]
exchange-row [46, 458, 266, 472]
exchange-cell: Μεταλλ. Λαυρίου [48, 294, 143, 307]
paragraph: Κατ' εὐθυνικὰς πληροφορίας ἐκ Κωνσταντινουπόλεως ἐξεδόθη αὐτοκρατορικὸν ἰραδὲ διὰ τοῦ ὁποίου καλοῦνται ὑπὸ τὰ ὅπλα οἱ ἐφεδροὶ τοῦ στρατοῦ τῆς ἐν Συρίᾳ στρατιᾶς. [292, 160, 513, 231]
exchange-cell: 75.25 [183, 198, 216, 211]
pennies-item: — Τὸ ὁποῖον σημαίνει ὅτι ἐκεῖ ὅταν θέλῃ ἡ ἀστυνομία ἠμπορεῖ νὰ ἐργασθῇ. [539, 537, 759, 580]
